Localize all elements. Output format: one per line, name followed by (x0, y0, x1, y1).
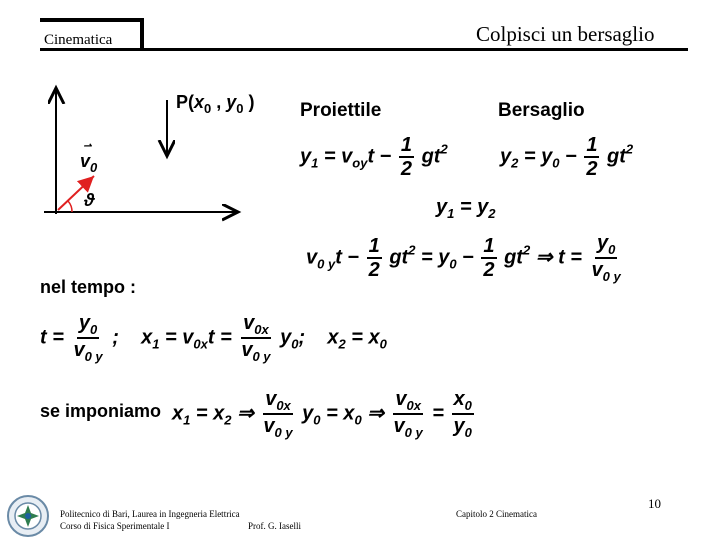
angle-arc (68, 201, 72, 212)
time-derivation: $v_{0 y}t$ − $\frac{1}{2}$ $gt^2 = y_0$ − $\frac{1}{2}$ $gt^2$ ⇒ t = $\frac{y_0}{v_{0 y}}$ (306, 232, 621, 285)
header-rule (40, 48, 688, 51)
target-title: Bersaglio (498, 100, 585, 121)
in-time-label: nel tempo : (40, 277, 137, 297)
initial-velocity-label: ⇀ $v_0$ (80, 141, 98, 175)
page-title: Colpisci un bersaglio (476, 22, 655, 46)
page-number: 10 (648, 496, 661, 511)
footer-institution-line2: Corso di Fisica Sperimentale I (60, 521, 170, 531)
footer-professor: Prof. G. Iaselli (248, 521, 301, 531)
section-title: Cinematica (44, 32, 113, 48)
impose-label: se imponiamo (40, 401, 162, 421)
angle-label: ϑ (84, 190, 95, 210)
target-equation: $y_2 = y_0$ − $\frac{1}{2}$ $gt^2$ (500, 134, 634, 180)
collision-condition: $y_1 = y_2$ (436, 196, 496, 221)
projectile-equation: $y_1 = v_{oy}t$ − $\frac{1}{2}$ $gt^2$ (300, 134, 448, 180)
footer-institution-line1: Politecnico di Bari, Laurea in Ingegneria Elettrica (60, 509, 240, 519)
point-label: $P(x_0$ , $y_0$ ) (176, 92, 255, 116)
university-seal-logo (6, 494, 50, 538)
impose-equation: $x_1 = x_2$ ⇒ $\frac{v_{0x}}{v_{0 y}}$ $y_0 = x_0$ ⇒ $\frac{v_{0x}}{v_{0 y}}$ = $\frac{x_0}{y_0}$ (172, 388, 472, 441)
positions-at-time: t = $\frac{y_0}{v_{0 y}}$ ; $x_1 = v_{0x}t$ = $\frac{v_{0x}}{v_{0 y}}$ $y_0$; $x_2 = x_0$ (40, 312, 387, 365)
footer-chapter: Capitolo 2 Cinematica (456, 509, 537, 519)
projectile-title: Proiettile (300, 100, 382, 121)
